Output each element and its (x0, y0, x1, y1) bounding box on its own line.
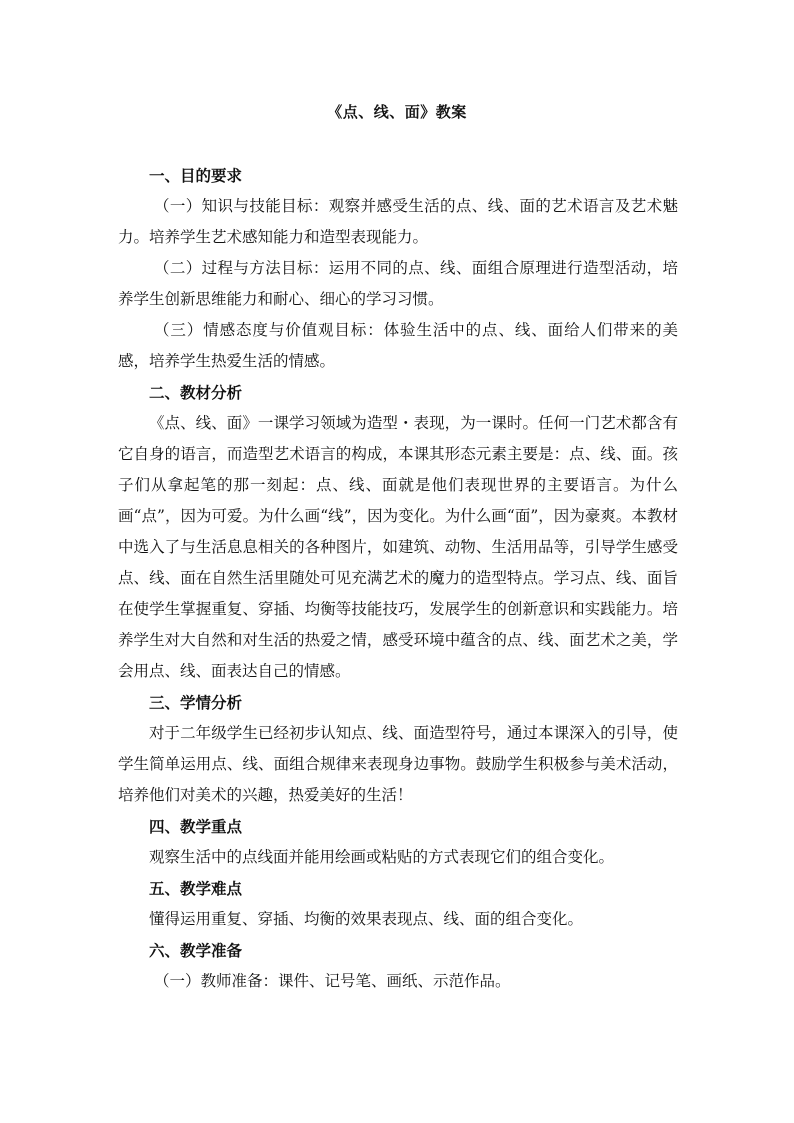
section-heading-student-analysis: 三、学情分析 (149, 693, 243, 712)
section-heading-difficulties: 五、教学难点 (149, 879, 243, 898)
document-body (118, 160, 678, 997)
section-heading-objectives: 一、目的要求 (149, 166, 243, 185)
section-heading-preparation: 六、教学准备 (149, 941, 243, 960)
paragraph-objective-process: （二）过程与方法目标：运用不同的点、线、面组合原理进行造型活动，培养学生创新思维能力和耐心、细心的学习习惯。 (118, 259, 678, 308)
paragraph-material-analysis: 《点、线、面》一课学习领域为造型・表现，为一课时。任何一门艺术都含有它自身的语言，而造型艺术语言的构成，本课其形态元素主要是：点、线、面。孩子们从拿起笔的那一刻起：点、线、面就是他们表现世界的主要语言。为什么画“点”，因为可爱。为什么画“线”，因为变化。为什么画“面”，因为豪爽。本教材中选入了与生活息息相关的各种图片，如建筑、动物、生活用品等，引导学生感受点、线、面在自然生活里随处可见充满艺术的魔力的造型特点。学习点、线、面旨在使学生掌握重复、穿插、均衡等技能技巧，发展学生的创新意识和实践能力。培养学生对大自然和对生活的热爱之情，感受环境中蕴含的点、线、面艺术之美，学会用点、线、面表达自己的情感。 (118, 414, 678, 680)
paragraph-difficulties: 懂得运用重复、穿插、均衡的效果表现点、线、面的组合变化。 (149, 910, 584, 928)
paragraph-objective-knowledge: （一）知识与技能目标：观察并感受生活的点、线、面的艺术语言及艺术魅力。培养学生艺术感知能力和造型表现能力。 (118, 197, 678, 246)
paragraph-objective-attitude: （三）情感态度与价值观目标：体验生活中的点、线、面给人们带来的美感，培养学生热爱生活的情感。 (118, 321, 678, 370)
paragraph-student-analysis: 对于二年级学生已经初步认知点、线、面造型符号，通过本课深入的引导，使学生简单运用点、线、面组合规律来表现身边事物。鼓励学生积极参与美术活动，培养他们对美术的兴趣，热爱美好的生活！ (118, 724, 678, 804)
document-title: 《点、线、面》教案 (327, 103, 467, 121)
section-heading-material-analysis: 二、教材分析 (149, 383, 243, 402)
paragraph-preparation-teacher: （一）教师准备：课件、记号笔、画纸、示范作品。 (154, 972, 511, 990)
paragraph-key-points: 观察生活中的点线面并能用绘画或粘贴的方式表现它们的组合变化。 (149, 848, 615, 866)
section-heading-key-points: 四、教学重点 (149, 817, 243, 836)
